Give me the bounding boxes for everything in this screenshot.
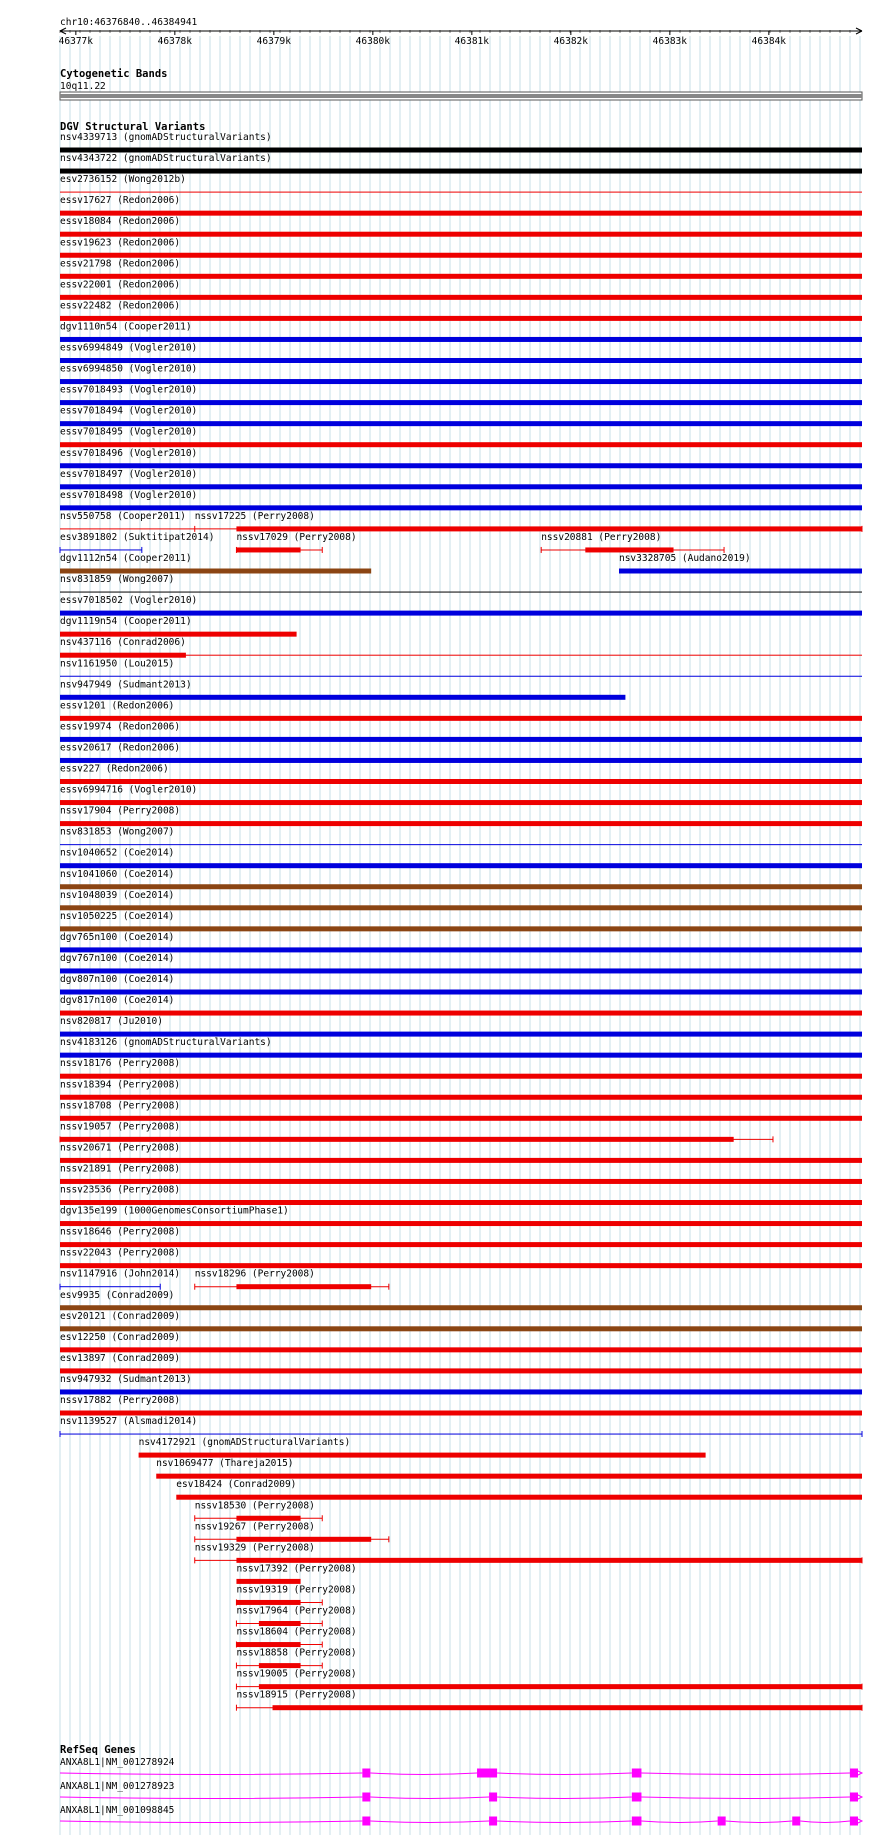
- sv-label: essv7018493 (Vogler2010): [60, 384, 198, 396]
- sv-bar: [60, 1095, 862, 1100]
- sv-bar: [139, 1453, 706, 1458]
- sv-label: nsv947932 (Sudmant2013): [60, 1373, 192, 1385]
- sv-label: nssv18646 (Perry2008): [60, 1226, 181, 1238]
- sv-core-bar: [60, 1137, 734, 1142]
- sv-core-bar: [585, 547, 673, 552]
- sv-feature[interactable]: [60, 1416, 862, 1437]
- gene-intron: [60, 1797, 362, 1799]
- sv-label: nssv17225 (Perry2008): [194, 510, 315, 522]
- sv-bar: [60, 905, 862, 910]
- sv-label: nssv18604 (Perry2008): [236, 1626, 357, 1638]
- sv-label: nssv19329 (Perry2008): [194, 1542, 315, 1554]
- sv-feature[interactable]: [60, 595, 862, 616]
- sv-bar: [60, 421, 862, 426]
- gene-exon: [489, 1793, 497, 1802]
- sv-bar: [60, 1411, 862, 1416]
- sv-bar: [60, 1368, 862, 1373]
- sv-bar: [60, 926, 862, 931]
- sv-bar: [60, 549, 142, 550]
- sv-bar: [60, 844, 862, 845]
- refseq-title: RefSeq Genes: [60, 1744, 136, 1756]
- gene-exon: [792, 1817, 800, 1826]
- gene-exon: [362, 1769, 370, 1778]
- cytoband-fill: [60, 94, 862, 98]
- sv-core-bar: [236, 1558, 862, 1563]
- sv-label: essv6994850 (Vogler2010): [60, 363, 198, 375]
- sv-bar: [60, 863, 862, 868]
- gene-intron: [726, 1821, 793, 1823]
- sv-label: essv21798 (Redon2006): [60, 258, 181, 270]
- gene-intron: [497, 1821, 632, 1823]
- sv-label: nsv437116 (Conrad2006): [60, 637, 186, 649]
- sv-label: essv22482 (Redon2006): [60, 300, 181, 312]
- sv-bar: [60, 1347, 862, 1352]
- sv-feature[interactable]: [60, 490, 862, 511]
- sv-core-bar: [259, 1684, 862, 1689]
- sv-bar: [60, 1242, 862, 1247]
- sv-core-bar: [259, 1621, 301, 1626]
- sv-bar: [60, 442, 862, 447]
- sv-label: nsv550758 (Cooper2011): [60, 510, 186, 522]
- sv-label: nsv1139527 (Alsmadi2014): [60, 1416, 198, 1428]
- sv-label: nssv18530 (Perry2008): [194, 1500, 315, 1512]
- sv-label: dgv1112n54 (Cooper2011): [60, 553, 192, 564]
- sv-feature[interactable]: [236, 1627, 356, 1648]
- sv-label: nssv21891 (Perry2008): [60, 1163, 181, 1175]
- sv-label: essv20617 (Redon2006): [60, 742, 181, 754]
- cytoband-title: Cytogenetic Bands: [60, 68, 168, 80]
- sv-feature[interactable]: [60, 1206, 862, 1227]
- sv-bar: [60, 337, 862, 342]
- sv-bar: [60, 528, 195, 529]
- sv-label: esv20121 (Conrad2009): [60, 1310, 181, 1322]
- sv-feature[interactable]: [236, 1669, 862, 1690]
- sv-core-bar: [236, 1642, 300, 1647]
- ruler-tick-label: 46382k: [553, 36, 589, 47]
- sv-label: essv1201 (Redon2006): [60, 700, 175, 712]
- sv-core-bar: [60, 653, 186, 658]
- sv-core-bar: [236, 1537, 371, 1542]
- gene-intron: [800, 1821, 850, 1823]
- sv-bar: [60, 695, 625, 700]
- sv-label: nssv19267 (Perry2008): [194, 1521, 315, 1533]
- cytoband-label: 10q11.22: [60, 81, 106, 92]
- sv-label: nssv18858 (Perry2008): [236, 1647, 357, 1659]
- sv-feature[interactable]: [236, 1648, 356, 1669]
- sv-feature[interactable]: [60, 553, 371, 574]
- sv-feature[interactable]: [236, 1690, 862, 1711]
- sv-feature[interactable]: [60, 1037, 862, 1058]
- sv-bar: [60, 1032, 862, 1037]
- sv-feature[interactable]: [60, 532, 214, 553]
- sv-bar: [60, 463, 862, 468]
- sv-bar: [60, 592, 862, 593]
- sv-bar: [60, 1158, 862, 1163]
- sv-label: nssv17904 (Perry2008): [60, 805, 181, 817]
- gene-intron: [497, 1773, 632, 1775]
- sv-feature[interactable]: [195, 511, 862, 532]
- sv-bar: [60, 1434, 862, 1435]
- sv-label: nssv20671 (Perry2008): [60, 1142, 181, 1154]
- sv-label: essv7018502 (Vogler2010): [60, 595, 198, 607]
- sv-label: nssv17392 (Perry2008): [236, 1563, 357, 1575]
- sv-feature[interactable]: [60, 448, 862, 469]
- sv-label: essv19974 (Redon2006): [60, 721, 181, 733]
- sv-feature[interactable]: [236, 1563, 356, 1584]
- sv-label: dgv765n100 (Coe2014): [60, 931, 175, 943]
- ruler-tick-label: 46381k: [454, 36, 490, 47]
- sv-feature[interactable]: [60, 469, 862, 490]
- sv-feature[interactable]: [195, 1500, 323, 1521]
- sv-label: essv7018494 (Vogler2010): [60, 405, 198, 417]
- ruler-tick-label: 46379k: [256, 36, 292, 47]
- gene-exon: [489, 1817, 497, 1826]
- sv-label: nssv17882 (Perry2008): [60, 1395, 181, 1406]
- sv-bar: [60, 716, 862, 721]
- coords-label: chr10:46376840..46384941: [60, 17, 198, 28]
- gene-exon: [718, 1817, 726, 1826]
- sv-label: nsv1147916 (John2014): [60, 1268, 181, 1280]
- coordinate-ruler[interactable]: [59, 17, 862, 47]
- ruler-tick-label: 46383k: [652, 36, 688, 47]
- sv-label: essv19623 (Redon2006): [60, 237, 181, 249]
- ruler-tick-label: 46378k: [157, 36, 193, 47]
- sv-label: nsv4343722 (gnomADStructuralVariants): [60, 153, 272, 165]
- sv-core-bar: [236, 1516, 300, 1521]
- gene-intron: [641, 1773, 850, 1775]
- sv-feature[interactable]: [60, 785, 862, 806]
- sv-bar: [60, 316, 862, 321]
- sv-feature[interactable]: [60, 343, 862, 364]
- sv-feature[interactable]: [60, 679, 625, 700]
- gene-label: ANXA8L1|NM_001098845: [60, 1805, 175, 1816]
- sv-label: nssv17964 (Perry2008): [236, 1605, 357, 1617]
- sv-bar: [60, 1053, 862, 1058]
- gene-exon: [477, 1769, 497, 1778]
- sv-feature[interactable]: [60, 637, 862, 658]
- sv-bar: [176, 1495, 862, 1500]
- sv-bar: [60, 484, 862, 489]
- sv-bar: [60, 884, 862, 889]
- gene-exon: [362, 1817, 370, 1826]
- sv-bar: [60, 169, 862, 174]
- ruler-tick-label: 46384k: [751, 36, 787, 47]
- sv-core-bar: [259, 1663, 301, 1668]
- sv-label: nssv19319 (Perry2008): [236, 1584, 357, 1596]
- gene-exon: [362, 1793, 370, 1802]
- sv-label: nssv19057 (Perry2008): [60, 1121, 181, 1133]
- sv-label: nssv22043 (Perry2008): [60, 1247, 181, 1259]
- sv-bar: [60, 968, 862, 973]
- sv-bar: [60, 1116, 862, 1121]
- sv-label: nsv831859 (Wong2007): [60, 574, 175, 586]
- sv-bar: [60, 1074, 862, 1079]
- gene-exon: [632, 1769, 642, 1778]
- sv-label: nsv1048039 (Coe2014): [60, 889, 175, 901]
- gene-label: ANXA8L1|NM_001278923: [60, 1781, 175, 1792]
- sv-label: nssv18176 (Perry2008): [60, 1058, 181, 1070]
- ruler-ticks: [59, 30, 850, 47]
- sv-bar: [60, 1389, 862, 1394]
- gene-label: ANXA8L1|NM_001278924: [60, 1757, 175, 1768]
- sv-bar: [60, 800, 862, 805]
- sv-label: nssv18915 (Perry2008): [236, 1689, 357, 1701]
- sv-bar: [60, 358, 862, 363]
- sv-feature[interactable]: [60, 321, 862, 342]
- sv-label: nsv1069477 (Thareja2015): [156, 1458, 294, 1470]
- sv-label: nsv1041060 (Coe2014): [60, 868, 175, 880]
- sv-label: essv7018498 (Vogler2010): [60, 489, 198, 501]
- sv-feature[interactable]: [195, 1542, 862, 1563]
- sv-bar: [60, 1305, 862, 1310]
- dgv-title: DGV Structural Variants: [60, 121, 206, 133]
- sv-bar: [60, 947, 862, 952]
- sv-label: essv6994849 (Vogler2010): [60, 342, 198, 354]
- sv-core-bar: [236, 526, 862, 531]
- sv-bar: [60, 1011, 862, 1016]
- sv-feature[interactable]: [541, 532, 724, 553]
- sv-label: essv7018497 (Vogler2010): [60, 468, 198, 480]
- sv-feature[interactable]: [236, 532, 356, 553]
- sv-label: esv12250 (Conrad2009): [60, 1331, 181, 1343]
- sv-bar: [60, 379, 862, 384]
- gene-intron: [60, 1773, 362, 1775]
- sv-label: esv9935 (Conrad2009): [60, 1289, 175, 1301]
- sv-label: nsv4183126 (gnomADStructuralVariants): [60, 1037, 272, 1049]
- sv-bar: [60, 611, 862, 616]
- sv-bar: [60, 1200, 862, 1205]
- sv-bar: [60, 779, 862, 784]
- sv-label: nssv18296 (Perry2008): [194, 1268, 315, 1280]
- sv-label: dgv1110n54 (Cooper2011): [60, 321, 192, 333]
- sv-label: dgv767n100 (Coe2014): [60, 952, 175, 964]
- sv-bar: [60, 821, 862, 826]
- gene-intron: [60, 1821, 362, 1823]
- sv-label: esv13897 (Conrad2009): [60, 1352, 181, 1364]
- sv-label: nssv18708 (Perry2008): [60, 1100, 181, 1112]
- sv-label: nsv1161950 (Lou2015): [60, 658, 175, 670]
- sv-bar: [236, 1579, 300, 1584]
- sv-bar: [60, 253, 862, 258]
- sv-label: nssv23536 (Perry2008): [60, 1184, 181, 1196]
- sv-feature[interactable]: [60, 153, 862, 174]
- sv-feature[interactable]: [60, 132, 862, 153]
- sv-label: essv22001 (Redon2006): [60, 279, 181, 291]
- sv-bar: [60, 211, 862, 216]
- sv-bar: [60, 632, 297, 637]
- sv-bar: [156, 1474, 862, 1479]
- sv-label: esv2736152 (Wong2012b): [60, 174, 186, 186]
- sv-feature[interactable]: [236, 1606, 356, 1627]
- sv-label: nssv17029 (Perry2008): [236, 531, 357, 543]
- sv-bar: [60, 990, 862, 995]
- sv-feature[interactable]: [60, 1121, 773, 1142]
- sv-feature[interactable]: [60, 406, 862, 427]
- sv-label: nssv20881 (Perry2008): [541, 531, 662, 543]
- sv-label: nsv1050225 (Coe2014): [60, 910, 175, 922]
- sv-feature[interactable]: [156, 1458, 862, 1479]
- sv-label: essv18084 (Redon2006): [60, 216, 181, 228]
- gene-exon: [632, 1793, 642, 1802]
- sv-feature[interactable]: [60, 1374, 862, 1395]
- gene-intron: [641, 1797, 850, 1799]
- sv-bar: [60, 569, 371, 574]
- sv-label: dgv1119n54 (Cooper2011): [60, 616, 192, 628]
- sv-label: dgv807n100 (Coe2014): [60, 974, 175, 985]
- sv-core-bar: [273, 1705, 862, 1710]
- sv-bar: [60, 505, 862, 510]
- sv-label: nsv947949 (Sudmant2013): [60, 679, 192, 691]
- sv-feature[interactable]: [60, 385, 862, 406]
- sv-feature[interactable]: [60, 364, 862, 385]
- sv-label: nsv820817 (Ju2010): [60, 1016, 163, 1028]
- sv-feature[interactable]: [139, 1437, 706, 1458]
- sv-bar: [60, 1326, 862, 1331]
- sv-label: essv227 (Redon2006): [60, 763, 169, 775]
- sv-bar: [60, 192, 862, 193]
- sv-label: essv7018495 (Vogler2010): [60, 426, 198, 438]
- sv-bar: [60, 1286, 160, 1287]
- sv-label: dgv135e199 (1000GenomesConsortiumPhase1): [60, 1205, 289, 1217]
- sv-label: dgv817n100 (Coe2014): [60, 995, 175, 1007]
- sv-core-bar: [236, 1284, 371, 1289]
- sv-feature[interactable]: [619, 553, 862, 574]
- sv-label: nsv831853 (Wong2007): [60, 826, 175, 838]
- sv-label: esv3891802 (Suktitipat2014): [60, 531, 215, 543]
- sv-label: nsv1040652 (Coe2014): [60, 847, 175, 859]
- sv-label: nsv3328705 (Audano2019): [618, 553, 751, 564]
- sv-feature[interactable]: [236, 1584, 356, 1605]
- sv-label: essv6994716 (Vogler2010): [60, 784, 198, 796]
- sv-bar: [60, 400, 862, 405]
- sv-bar: [60, 295, 862, 300]
- sv-label: essv7018496 (Vogler2010): [60, 447, 198, 459]
- sv-bar: [60, 676, 862, 677]
- sv-label: essv17627 (Redon2006): [60, 195, 181, 207]
- sv-feature[interactable]: [60, 1269, 180, 1290]
- ruler-tick-label: 46377k: [58, 36, 94, 47]
- gene-exon: [632, 1817, 642, 1826]
- sv-bar: [60, 737, 862, 742]
- sv-label: nsv4172921 (gnomADStructuralVariants): [138, 1437, 351, 1449]
- sv-label: esv18424 (Conrad2009): [176, 1479, 297, 1491]
- sv-bar: [60, 232, 862, 237]
- sv-core-bar: [236, 1600, 300, 1605]
- sv-core-bar: [236, 547, 300, 552]
- sv-bar: [60, 274, 862, 279]
- gene-intron: [497, 1797, 632, 1799]
- sv-bar: [60, 758, 862, 763]
- sv-label: nsv4339713 (gnomADStructuralVariants): [60, 132, 272, 143]
- sv-feature[interactable]: [60, 616, 297, 637]
- sv-label: nssv19005 (Perry2008): [236, 1668, 357, 1680]
- sv-feature[interactable]: [176, 1479, 862, 1500]
- sv-label: nssv18394 (Perry2008): [60, 1079, 181, 1091]
- ruler-tick-label: 46380k: [355, 36, 391, 47]
- sv-feature[interactable]: [60, 427, 862, 448]
- sv-bar: [60, 1179, 862, 1184]
- sv-bar: [60, 1263, 862, 1268]
- sv-bar: [619, 569, 862, 574]
- sv-bar: [60, 148, 862, 153]
- sv-bar: [60, 1221, 862, 1226]
- gene-intron: [370, 1773, 477, 1775]
